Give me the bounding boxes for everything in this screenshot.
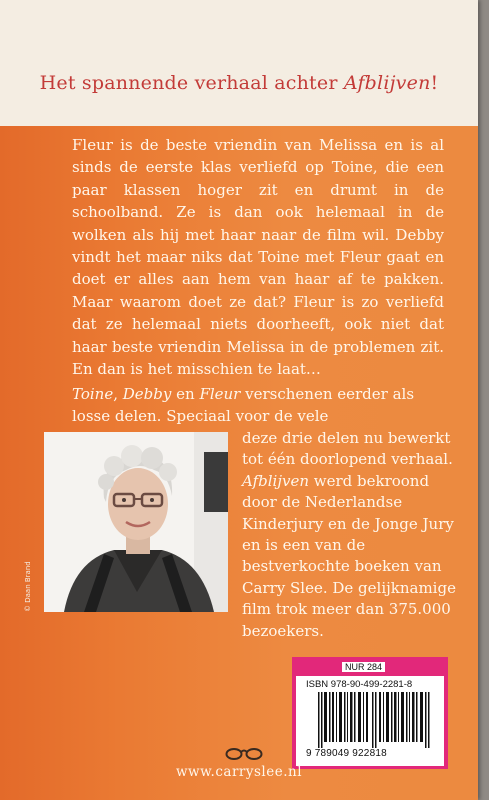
photo-credit: © Daan Brand bbox=[24, 561, 32, 612]
title-toine: Toine bbox=[72, 385, 114, 403]
author-portrait-graphic bbox=[44, 432, 228, 612]
p3-rest: werd bekroond door de Nederlandse Kinderjury en de Jonge Jury en is een van de bestverkochte boeken van Carry Slee. De gelijknamige film trok meer dan 375.000 bezoekers. bbox=[242, 471, 456, 640]
tagline-prefix: Het spannende verhaal achter bbox=[39, 72, 344, 94]
tagline-suffix: ! bbox=[430, 72, 439, 94]
author-photo bbox=[44, 432, 228, 612]
title-fleur: Fleur bbox=[199, 385, 241, 403]
title-debby: Debby bbox=[122, 385, 172, 403]
nur-code: NUR 284 bbox=[342, 662, 385, 672]
barcode-box bbox=[296, 676, 444, 766]
tagline bbox=[0, 72, 478, 94]
header-band bbox=[0, 0, 478, 126]
title-afblijven: Afblijven bbox=[242, 471, 309, 490]
barcode-icon bbox=[318, 692, 430, 748]
blurb-paragraph-3 bbox=[242, 428, 457, 642]
website-url: www.carryslee.nl bbox=[175, 764, 303, 780]
blurb-paragraph-1: Fleur is de beste vriendin van Melissa en is al sinds de eerste klas verliefd op Toine, die een paar klassen hoger zit en drumt in de schoolband. Ze is dan ook helemaal in de wolken als hij met haar naar de film wil. Debby vindt het maar niks dat Toine met Fleur gaat en doet er alles aan hem van haar af te pakken. Maar waarom doet ze dat? Fleur is zo verliefd dat ze helemaal niets doorheeft, ook niet dat haar beste vriendin Melissa in de problemen zit. En dan is het misschien te laat… bbox=[72, 136, 444, 379]
sep-2: en bbox=[171, 385, 200, 403]
barcode-digits: 9 789049 922818 bbox=[306, 748, 387, 759]
sep-1: , bbox=[113, 385, 123, 403]
glasses-icon bbox=[224, 747, 264, 761]
p3-line1: deze drie delen nu bewerkt tot één doorlopend verhaal. bbox=[242, 429, 453, 469]
tagline-title: Afblijven bbox=[343, 72, 431, 94]
p2-line1-rest: verschenen eerder als losse delen. Speciaal voor de vele bbox=[72, 385, 415, 426]
isbn-number: ISBN 978-90-499-2281-8 bbox=[306, 679, 413, 690]
